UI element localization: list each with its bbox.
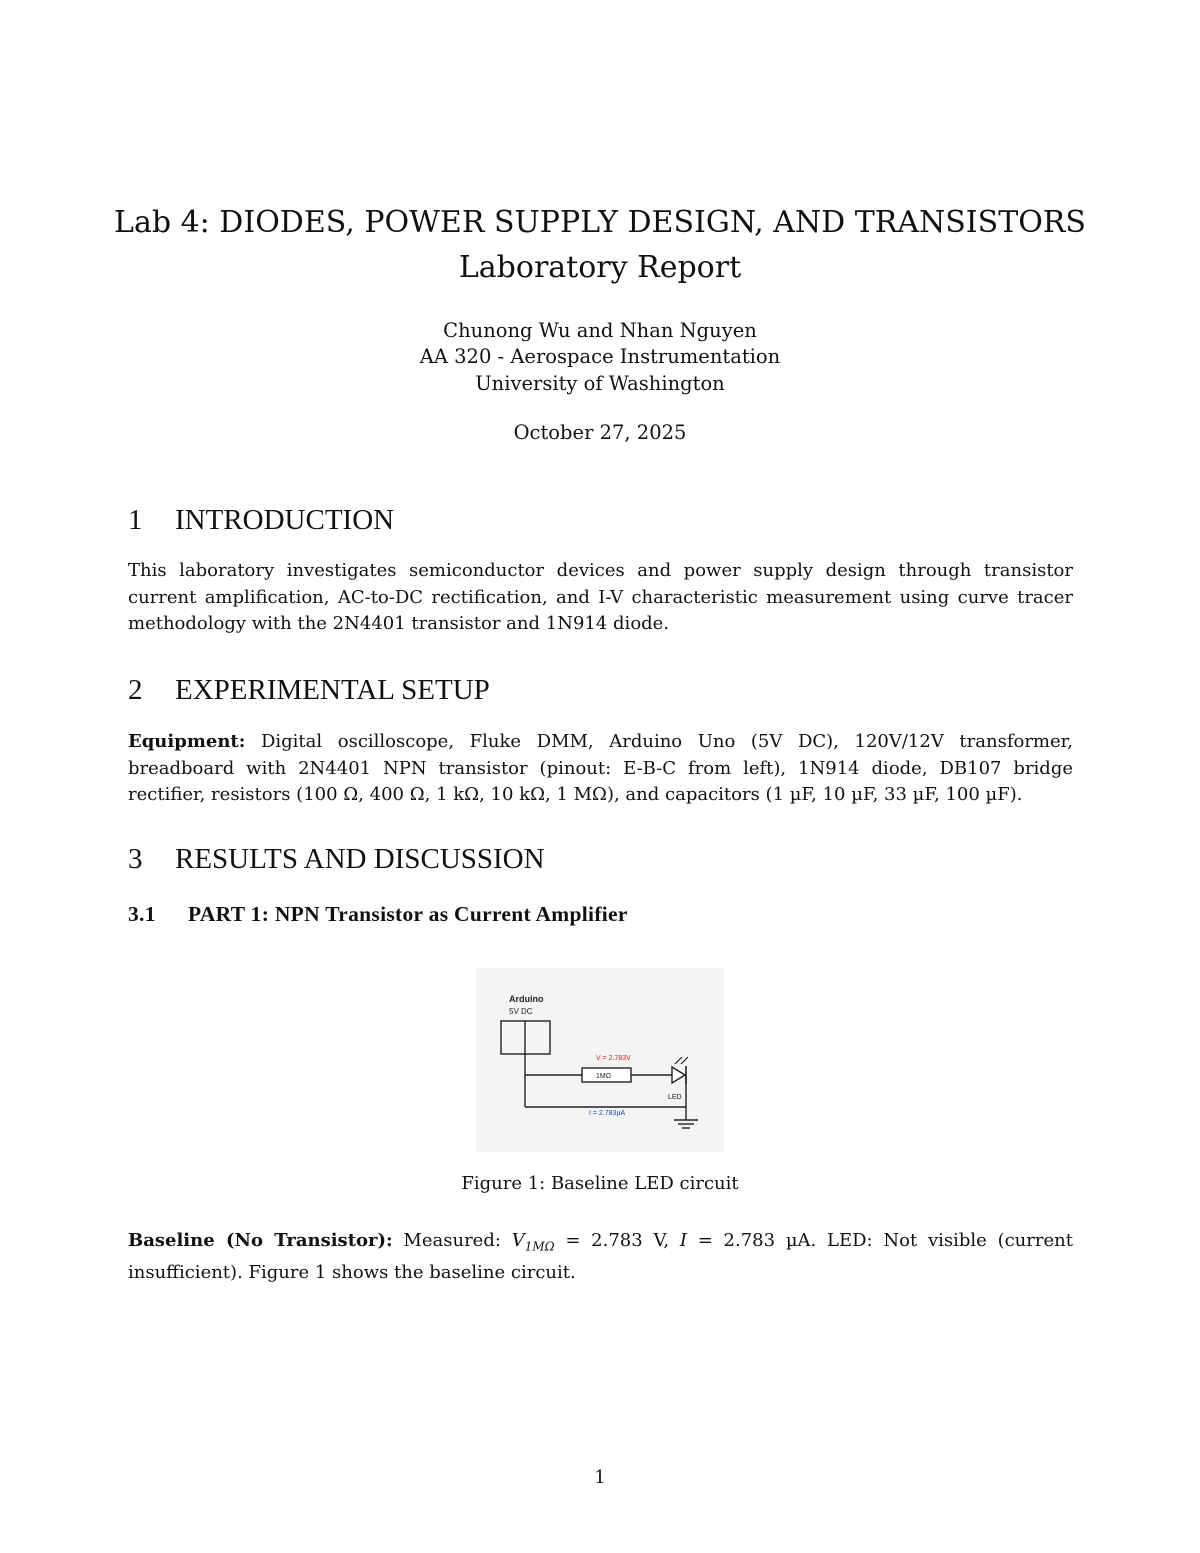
report-date: October 27, 2025 bbox=[513, 421, 687, 444]
section-number: 2 bbox=[128, 674, 143, 706]
report-subtitle: Laboratory Report bbox=[458, 250, 742, 285]
voltage-label: V = 2.783V bbox=[596, 1055, 631, 1062]
equipment-text: Digital oscilloscope, Fluke DMM, Arduino Uno (5V DC), 120V/12V transformer, breadboard with 2N4401 NPN transistor (pinout: E-B-C from left), 1N914 diode, DB107 bridge rectifier, resistors (100 Ω, 400 Ω, 1 kΩ, 10 kΩ, 1 MΩ), and capacitors (1 µF, 10 µF, 33 µF, 100 µF). bbox=[128, 731, 1073, 805]
current-symbol: I bbox=[679, 1230, 687, 1251]
supply-label: 5V DC bbox=[509, 1007, 533, 1016]
led-emission-arrow-2 bbox=[681, 1057, 688, 1064]
section-number: 3 bbox=[128, 843, 143, 875]
voltage-expression bbox=[511, 1230, 670, 1254]
report-title: Lab 4: DIODES, POWER SUPPLY DESIGN, AND TRANSISTORS bbox=[114, 205, 1086, 240]
equipment-paragraph bbox=[128, 729, 1073, 809]
led-symbol bbox=[672, 1067, 685, 1083]
figure-caption: Figure 1: Baseline LED circuit bbox=[461, 1173, 739, 1194]
section-heading-results bbox=[128, 841, 545, 877]
led-emission-arrow-1 bbox=[675, 1057, 682, 1064]
course-name: AA 320 - Aerospace Instrumentation bbox=[419, 345, 781, 368]
voltage-symbol: V bbox=[511, 1230, 525, 1251]
arduino-label: Arduino bbox=[509, 994, 544, 1004]
figure-baseline-circuit bbox=[476, 968, 724, 1152]
authors: Chunong Wu and Nhan Nguyen bbox=[443, 319, 757, 342]
section-title: INTRODUCTION bbox=[175, 504, 395, 536]
resistor-label: 1MΩ bbox=[596, 1073, 611, 1080]
university: University of Washington bbox=[475, 372, 725, 395]
section-number: 1 bbox=[128, 504, 143, 536]
circuit-diagram bbox=[476, 968, 724, 1152]
voltage-subscript: 1MΩ bbox=[524, 1239, 555, 1254]
baseline-label: Baseline (No Transistor): bbox=[128, 1230, 393, 1251]
current-label: I = 2.783µA bbox=[589, 1110, 626, 1117]
led-label: LED bbox=[668, 1094, 682, 1101]
section-heading-experimental-setup bbox=[128, 672, 490, 708]
section-heading-introduction bbox=[128, 502, 394, 538]
introduction-paragraph: This laboratory investigates semiconductor devices and power supply design through transistor current amplification, AC-to-DC rectification, and I-V characteristic measurement using curve tracer methodology with the 2N4401 transistor and 1N914 diode. bbox=[128, 560, 1073, 634]
baseline-paragraph bbox=[128, 1228, 1073, 1287]
section-title: RESULTS AND DISCUSSION bbox=[175, 843, 545, 875]
page-number: 1 bbox=[594, 1467, 606, 1488]
measured-label: Measured: bbox=[403, 1230, 501, 1251]
equipment-label: Equipment: bbox=[128, 731, 246, 752]
subsection-heading-part1 bbox=[128, 900, 628, 928]
subsection-title: PART 1: NPN Transistor as Current Amplifier bbox=[188, 902, 628, 926]
voltage-value: = 2.783 V, bbox=[565, 1230, 670, 1251]
current-value-text: = 2.783 µA. LED: Not visible (current insufficient). Figure 1 shows the baseline circuit. bbox=[128, 1230, 1073, 1284]
section-title: EXPERIMENTAL SETUP bbox=[175, 674, 490, 706]
subsection-number: 3.1 bbox=[128, 902, 156, 926]
